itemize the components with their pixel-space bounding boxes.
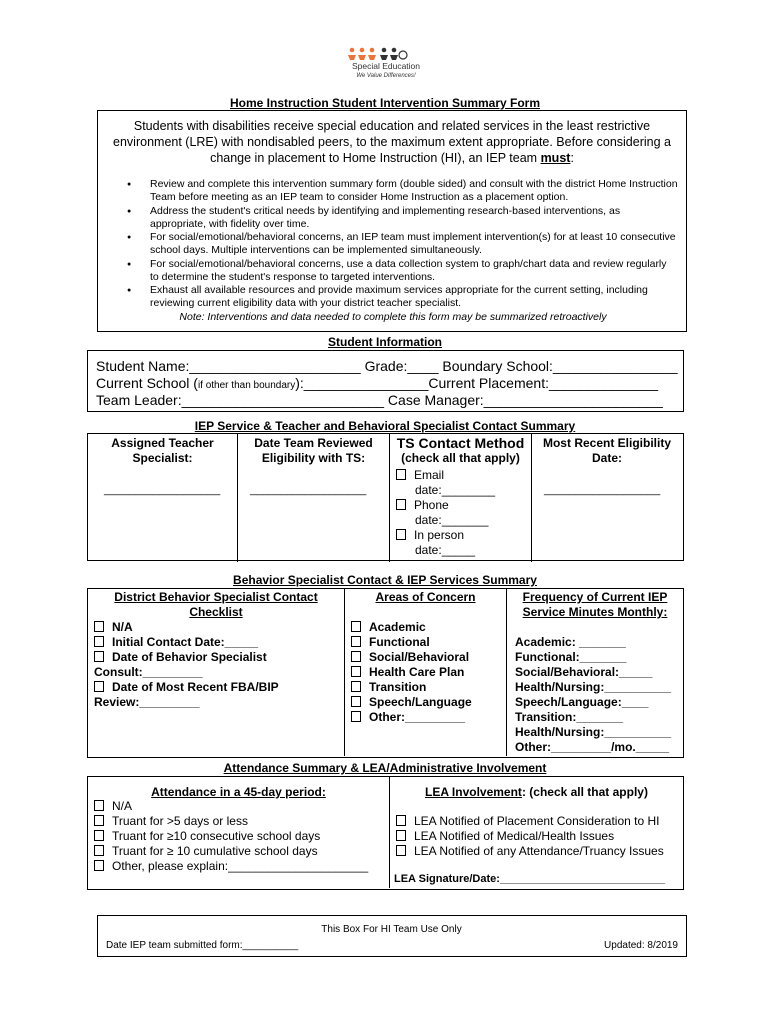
checkbox[interactable] bbox=[94, 815, 104, 826]
intro-paragraph bbox=[106, 118, 678, 166]
item-label: Social/Behavioral bbox=[369, 650, 470, 664]
item-label: Truant for ≥ 10 cumulative school days bbox=[112, 844, 318, 858]
item-label: Truant for >5 days or less bbox=[112, 814, 248, 828]
checkbox[interactable] bbox=[396, 830, 406, 841]
item-label: N/A bbox=[112, 620, 133, 634]
current-school-hint: if other than boundary bbox=[197, 380, 296, 391]
minutes-speech[interactable]: Speech/Language:____ bbox=[515, 695, 649, 709]
student-name-line[interactable]: Student Name:______________________ Grade:____ Boundary School:________________ bbox=[96, 358, 678, 374]
checkbox[interactable] bbox=[351, 621, 361, 632]
attendance-column bbox=[88, 777, 390, 888]
intro-must: must bbox=[540, 151, 571, 165]
checkbox[interactable] bbox=[94, 651, 104, 662]
intro-box bbox=[97, 110, 687, 332]
intro-bullet: ● For social/emotional/behavioral concerns, use a data collection system to graph/chart data and review regularly to determine the student's response to targeted interventions. bbox=[118, 258, 678, 284]
team-leader-line[interactable]: Team Leader:__________________________ Case Manager:_______________________ bbox=[96, 392, 663, 408]
intro-bullet: ● For social/emotional/behavioral concerns, an IEP team must implement intervention(s) for at least 10 consecutive school days. Multiple interventions can be implemented simultaneously. bbox=[118, 231, 678, 257]
checklist-item-consult[interactable] bbox=[94, 650, 314, 680]
current-school-line[interactable] bbox=[96, 375, 658, 391]
hi-team-box-title: This Box For HI Team Use Only bbox=[321, 924, 462, 935]
logo-figures bbox=[348, 48, 376, 60]
checkbox[interactable] bbox=[94, 636, 104, 647]
ts-contact-subheader: (check all that apply) bbox=[401, 451, 520, 465]
lea-item-attendance[interactable] bbox=[396, 844, 664, 859]
checkbox[interactable] bbox=[94, 621, 104, 632]
ts-inperson-option[interactable] bbox=[396, 528, 475, 558]
concern-item-health[interactable] bbox=[351, 665, 464, 680]
student-info-title: Student Information bbox=[328, 335, 442, 349]
checkbox[interactable] bbox=[94, 830, 104, 841]
item-label: LEA Notified of any Attendance/Truancy Issues bbox=[414, 844, 664, 858]
iep-summary-table bbox=[87, 433, 684, 561]
checklist-item-na[interactable] bbox=[94, 620, 133, 635]
checklist-item-initial-contact[interactable] bbox=[94, 635, 258, 650]
teacher-specialist-field[interactable]: ___________________ bbox=[104, 484, 221, 496]
checkbox[interactable] bbox=[94, 860, 104, 871]
intro-colon: : bbox=[570, 151, 574, 165]
item-label: Functional bbox=[369, 635, 430, 649]
checkbox[interactable] bbox=[94, 845, 104, 856]
intro-text: Students with disabilities receive special education and related services in the least restrictive environment (LRE) with nondisabled peers, to the maximum extent appropriate. Before considering a change in placement to Home Instruction (HI), an IEP team bbox=[113, 119, 671, 165]
attendance-item-other[interactable] bbox=[94, 859, 368, 874]
iep-summary-title: IEP Service & Teacher and Behavioral Specialist Contact Summary bbox=[194, 419, 576, 433]
concern-item-transition[interactable] bbox=[351, 680, 426, 695]
checkbox[interactable] bbox=[351, 651, 361, 662]
lea-signature-field[interactable]: LEA Signature/Date:___________________________ bbox=[394, 873, 666, 885]
concern-item-speech[interactable] bbox=[351, 695, 472, 710]
item-label: Speech/Language bbox=[369, 695, 472, 709]
concern-item-social[interactable] bbox=[351, 650, 469, 665]
service-minutes-column bbox=[507, 589, 683, 756]
item-label: Other, please explain:_____________________ bbox=[112, 859, 369, 873]
hi-team-box bbox=[97, 915, 687, 957]
teacher-specialist-header: Assigned Teacher Specialist: bbox=[111, 436, 214, 465]
current-placement-label: ):________________Current Placement:______________ bbox=[295, 375, 658, 391]
service-minutes-header: Frequency of Current IEP Service Minutes Monthly: bbox=[522, 590, 668, 619]
attendance-box bbox=[87, 776, 684, 890]
checkbox[interactable] bbox=[351, 666, 361, 677]
minutes-health-2[interactable]: Health/Nursing:__________ bbox=[515, 725, 672, 739]
minutes-functional[interactable]: Functional:_______ bbox=[515, 650, 627, 664]
minutes-academic[interactable]: Academic: _______ bbox=[515, 635, 626, 649]
minutes-other[interactable]: Other:_________/mo._____ bbox=[515, 740, 670, 754]
lea-header-label: LEA Involvement bbox=[425, 785, 522, 799]
date-submitted-field[interactable]: Date IEP team submitted form:__________ bbox=[106, 940, 299, 951]
lea-header-suffix: : (check all that apply) bbox=[521, 785, 648, 799]
intro-note: Note: Interventions and data needed to complete this form may be summarized retroactively bbox=[179, 311, 607, 323]
checkbox[interactable] bbox=[396, 845, 406, 856]
checkbox[interactable] bbox=[351, 696, 361, 707]
item-label: N/A bbox=[112, 799, 133, 813]
ts-phone-option[interactable] bbox=[396, 498, 488, 528]
checkbox[interactable] bbox=[396, 469, 406, 480]
logo-name: Special Education bbox=[351, 61, 421, 71]
ts-email-option[interactable] bbox=[396, 468, 495, 498]
minutes-transition[interactable]: Transition:_______ bbox=[515, 710, 624, 724]
option-date[interactable]: date:________ bbox=[415, 483, 496, 497]
intro-bullet-list bbox=[118, 178, 678, 311]
item-label: Initial Contact Date:_____ bbox=[112, 635, 259, 649]
item-label: Academic bbox=[369, 620, 426, 634]
option-label: In person bbox=[414, 528, 465, 542]
intro-bullet: ● Review and complete this intervention summary form (double sided) and consult with the district Home Instruction Team before meeting as an IEP team to consider Home Instruction as a placement option. bbox=[118, 178, 678, 204]
item-label: Other:_________ bbox=[369, 710, 466, 724]
item-label: Date of Most Recent FBA/BIP Review:_________ bbox=[94, 680, 279, 709]
date-reviewed-header: Date Team Reviewed Eligibility with TS: bbox=[254, 436, 373, 465]
logo-tagline: We Value Differences! bbox=[356, 73, 416, 79]
concern-item-other[interactable] bbox=[351, 710, 465, 725]
option-label: Phone bbox=[414, 498, 449, 512]
checkbox[interactable] bbox=[94, 800, 104, 811]
updated-date: Updated: 8/2019 bbox=[604, 940, 678, 951]
item-label: LEA Notified of Medical/Health Issues bbox=[414, 829, 615, 843]
ts-contact-column bbox=[390, 434, 532, 562]
teacher-specialist-column bbox=[88, 434, 238, 562]
attendance-item-na[interactable] bbox=[94, 799, 132, 814]
checkbox[interactable] bbox=[351, 681, 361, 692]
checkbox[interactable] bbox=[396, 529, 406, 540]
eligibility-date-column bbox=[532, 434, 682, 562]
behavior-summary-table bbox=[87, 588, 684, 758]
areas-of-concern-header: Areas of Concern bbox=[375, 590, 476, 604]
option-date[interactable]: date:_____ bbox=[415, 543, 476, 557]
minutes-health[interactable]: Health/Nursing:__________ bbox=[515, 680, 672, 694]
minutes-social[interactable]: Social/Behavioral:_____ bbox=[515, 665, 653, 679]
lea-item-placement[interactable] bbox=[396, 814, 659, 829]
intro-bullet: ● Address the student's critical needs by identifying and implementing research-based interventions, as appropriate, with fidelity over time. bbox=[118, 205, 678, 231]
option-label: Email bbox=[414, 468, 445, 482]
checkbox[interactable] bbox=[396, 499, 406, 510]
lea-column bbox=[390, 777, 683, 888]
date-reviewed-field[interactable]: ___________________ bbox=[250, 484, 367, 496]
ts-contact-header: TS Contact Method bbox=[396, 435, 525, 451]
behavior-summary-title: Behavior Specialist Contact & IEP Services Summary bbox=[233, 573, 537, 587]
date-reviewed-column bbox=[238, 434, 390, 562]
item-label: Health Care Plan bbox=[369, 665, 465, 679]
areas-of-concern-column bbox=[345, 589, 507, 756]
concern-item-academic[interactable] bbox=[351, 620, 426, 635]
checkbox[interactable] bbox=[351, 711, 361, 722]
checkbox[interactable] bbox=[94, 681, 104, 692]
current-school-label: Current School ( bbox=[96, 375, 198, 391]
behavior-checklist-column bbox=[88, 589, 345, 756]
item-label: LEA Notified of Placement Consideration to HI bbox=[414, 814, 660, 828]
attendance-title: Attendance Summary & LEA/Administrative Involvement bbox=[223, 761, 547, 775]
item-label: Date of Behavior Specialist Consult:_________ bbox=[94, 650, 267, 679]
behavior-checklist-header: District Behavior Specialist Contact Checklist bbox=[114, 590, 318, 619]
attendance-item-cumulative[interactable] bbox=[94, 844, 318, 859]
form-title: Home Instruction Student Intervention Summary Form bbox=[229, 96, 541, 110]
attendance-item-consecutive[interactable] bbox=[94, 829, 320, 844]
checkbox[interactable] bbox=[396, 815, 406, 826]
student-info-box bbox=[87, 350, 684, 412]
eligibility-date-field[interactable]: ___________________ bbox=[544, 484, 661, 496]
item-label: Truant for ≥10 consecutive school days bbox=[112, 829, 321, 843]
attendance-header: Attendance in a 45-day period: bbox=[151, 785, 326, 799]
eligibility-date-header: Most Recent Eligibility Date: bbox=[542, 436, 671, 465]
attendance-item-5days[interactable] bbox=[94, 814, 248, 829]
checklist-item-fba-bip[interactable] bbox=[94, 680, 314, 710]
intro-bullet: ● Exhaust all available resources and provide maximum services appropriate for the current setting, including reviewing current eligibility data with your district teacher specialist. bbox=[118, 284, 678, 310]
lea-item-medical[interactable] bbox=[396, 829, 614, 844]
checkbox[interactable] bbox=[351, 636, 361, 647]
item-label: Transition bbox=[369, 680, 427, 694]
concern-item-functional[interactable] bbox=[351, 635, 430, 650]
lea-header bbox=[390, 777, 683, 800]
option-date[interactable]: date:_______ bbox=[415, 513, 489, 527]
